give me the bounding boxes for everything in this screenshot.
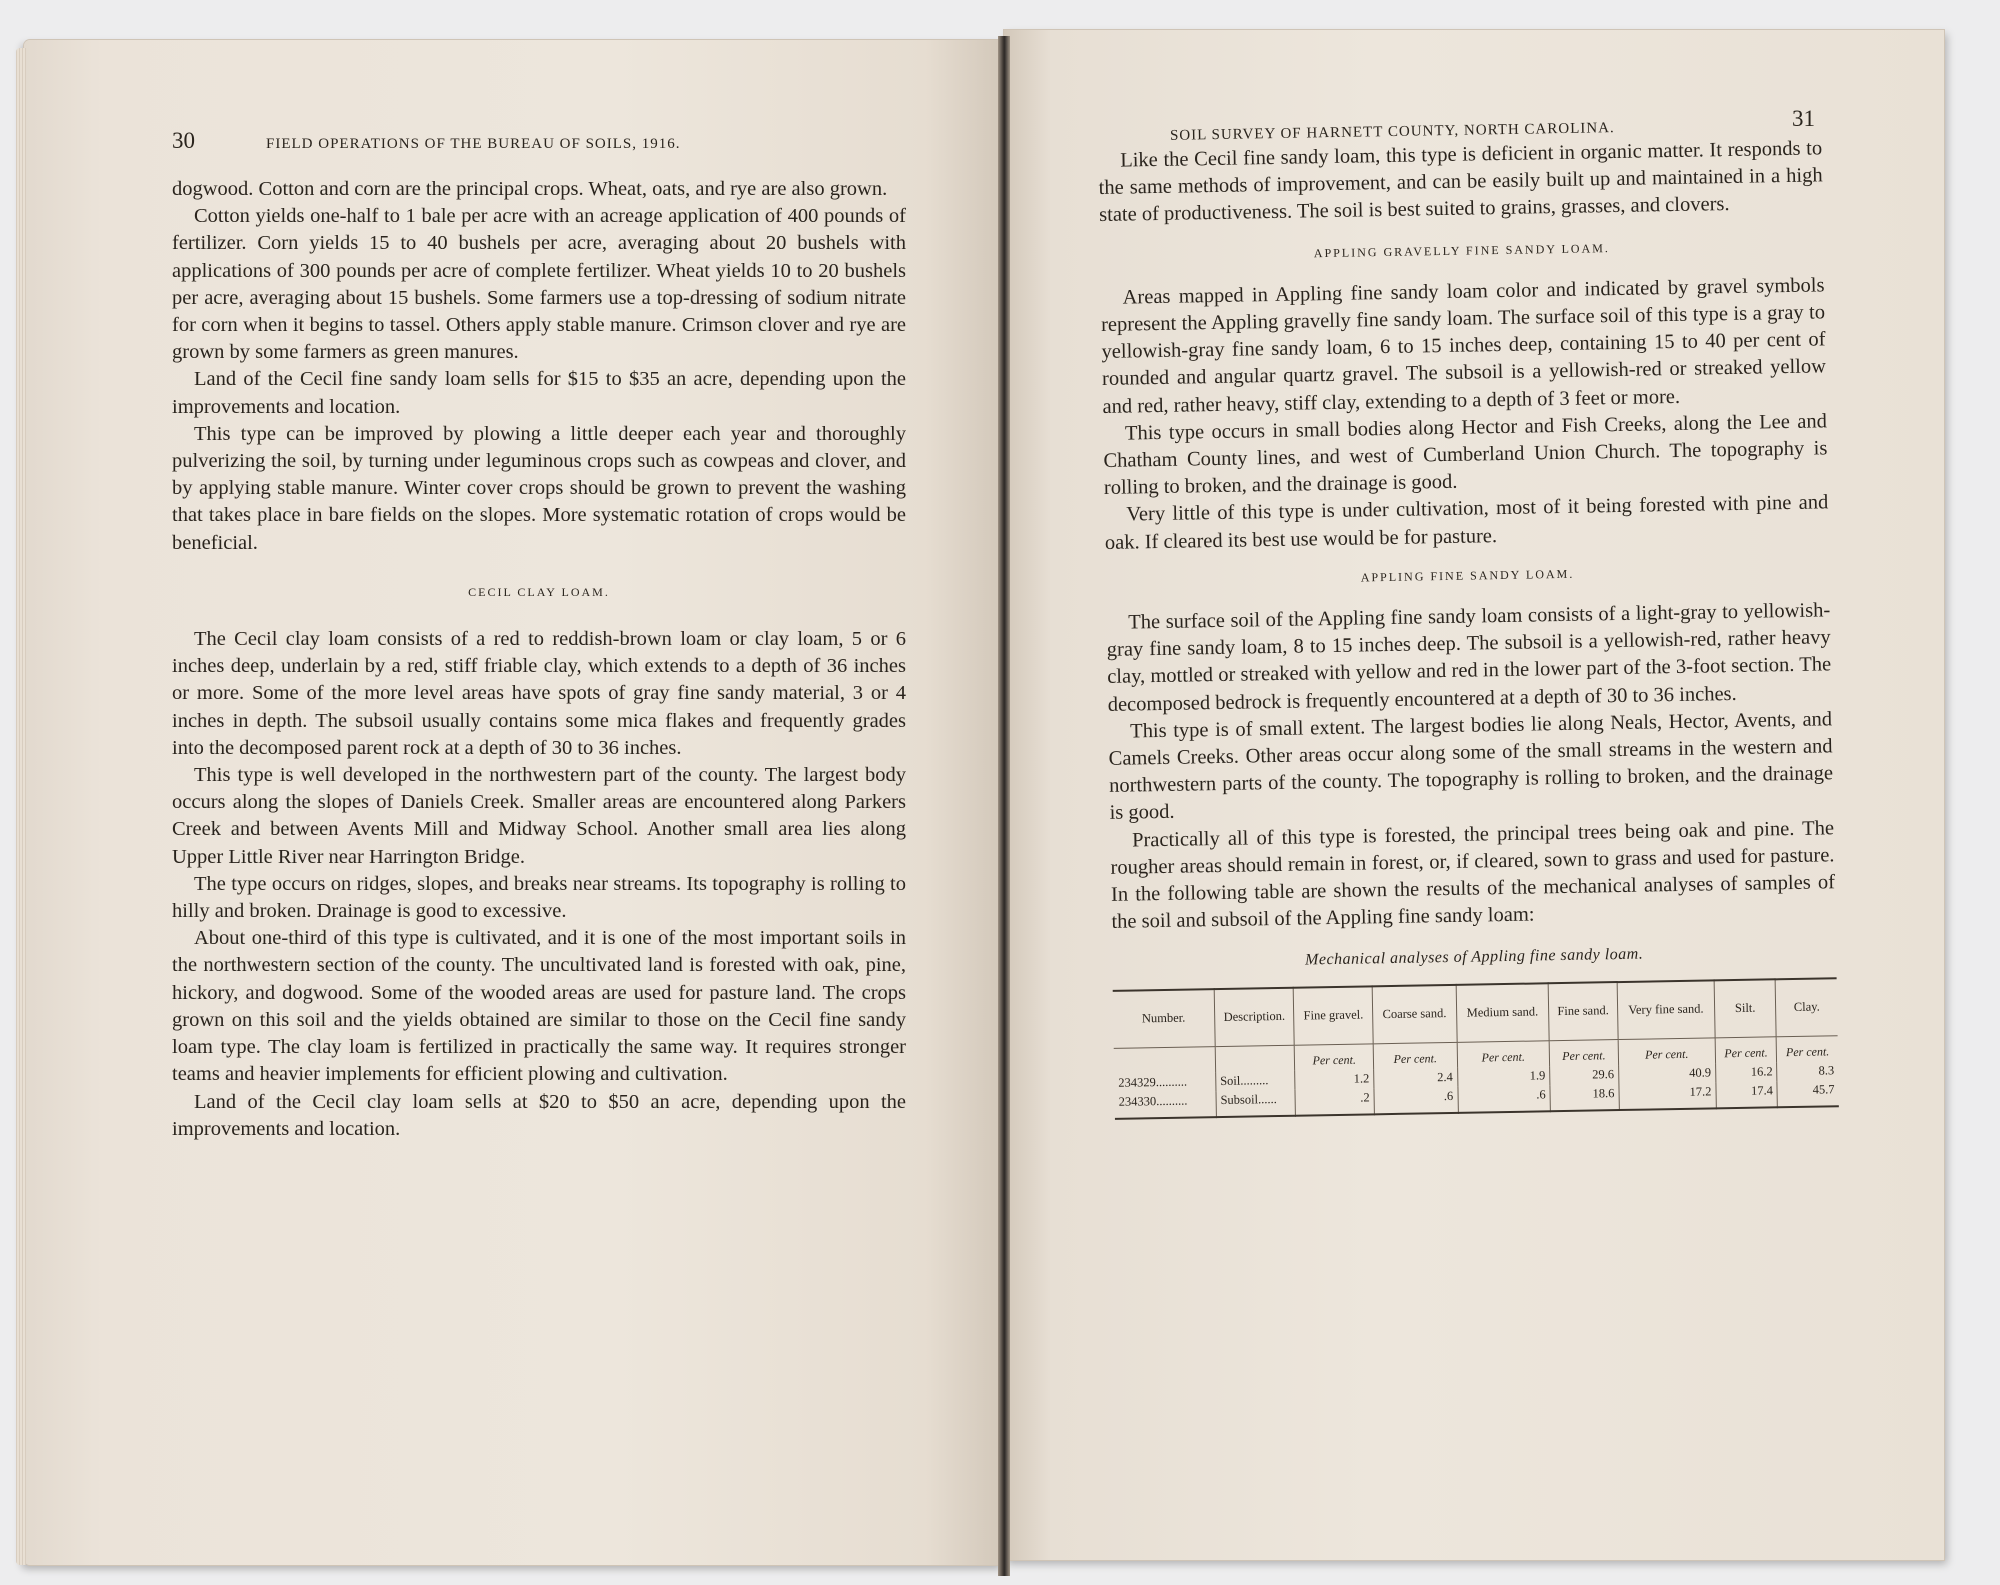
col-header: Fine sand.: [1548, 982, 1618, 1041]
table-cell: .6: [1374, 1087, 1458, 1114]
book-gutter: [998, 36, 1010, 1576]
right-running-head: SOIL SURVEY OF HARNETT COUNTY, NORTH CAROLINA.: [1169, 120, 1615, 144]
right-page-text: [1098, 135, 1839, 1119]
table-cell: 1.9: [1457, 1066, 1550, 1087]
unit-label: Per cent.: [1549, 1039, 1618, 1066]
col-header: Coarse sand.: [1372, 985, 1456, 1044]
paragraph: Areas mapped in Appling fine sandy loam color and indicated by gravel symbols represent the Appling gravelly fine sandy loam. The surface soil of this type is a gray to yellowish-gray fine sandy loam, 6 to 15 inches deep, containing 15 to 40 per cent of rounded and angular quartz gravel. The subsoil is a yellowish-red or streaked yellow and red, rather heavy, stiff clay, extending to a depth of 3 feet or more.: [1100, 274, 1827, 418]
left-page-number: 30: [172, 128, 195, 153]
table-cell: 2.4: [1374, 1068, 1458, 1088]
table-caption: Mechanical analyses of Appling fine sandy loam.: [1304, 946, 1644, 969]
paragraph: Cotton yields one-half to 1 bale per acre with an acreage application of 400 pounds of fertilizer. Corn yields 15 to 40 bushels per acre, averaging about 20 bushels with applications of 300 pounds per acre of complete fertilizer. Wheat yields 10 to 20 bushels per acre, averaging about 15 bushels. Some farmers use a top-dressing of sodium nitrate for corn when it begins to tassel. Others apply stable manure. Crimson clover and rye are grown by some farmers as green manures.: [172, 205, 906, 364]
unit-label: Per cent.: [1785, 1044, 1830, 1059]
table-cell: 40.9: [1618, 1063, 1715, 1084]
table-cell: [1114, 1046, 1216, 1073]
table-cell: 1.2: [1295, 1069, 1374, 1089]
paragraph: This type can be improved by plowing a little deeper each year and thoroughly pulverizing the soil, by turning under leguminous crops such as cowpeas and clover, and by applying stable manure. Winter cover crops should be grown to prevent the washing that takes place in bare fields on the slopes. More systematic rotation of crops would be beneficial.: [172, 422, 906, 554]
table-cell: .2: [1295, 1088, 1374, 1115]
paragraph: Very little of this type is under cultivation, most of it being forested with pine and oak. If cleared its best use would be for pasture.: [1104, 491, 1829, 554]
table-cell: 16.2: [1715, 1062, 1777, 1082]
table-cell: 17.2: [1619, 1082, 1716, 1110]
table-cell: 234330..........: [1114, 1091, 1216, 1119]
table-cell: 8.3: [1818, 1062, 1835, 1078]
col-header: Medium sand.: [1456, 983, 1549, 1042]
table-cell: 18.6: [1550, 1084, 1619, 1111]
right-page-number: 31: [1792, 106, 1815, 131]
table-cell: Soil.........: [1215, 1070, 1295, 1090]
col-header: Description.: [1214, 987, 1295, 1046]
col-header: Number.: [1113, 989, 1215, 1048]
unit-label: Per cent.: [1295, 1044, 1374, 1071]
col-header: Fine gravel.: [1294, 986, 1374, 1045]
left-running-head: FIELD OPERATIONS OF THE BUREAU OF SOILS, 1916.: [266, 136, 681, 152]
table-cell: [1215, 1045, 1295, 1072]
paragraph: Land of the Cecil fine sandy loam sells for $15 to $35 an acre, depending upon the improvements and location.: [172, 368, 906, 418]
col-header: Silt.: [1714, 979, 1777, 1038]
paragraph: Land of the Cecil clay loam sells at $20 to $50 an acre, depending upon the improvements and location.: [172, 1090, 906, 1140]
unit-label: Per cent.: [1618, 1038, 1715, 1065]
mechanical-analyses-table: [1113, 977, 1839, 1120]
paragraph: About one-third of this type is cultivated, and it is one of the most important soils in the northwestern section of the county. The uncultivated land is forested with oak, pine, hickory, and dogwood. Some of the wooded areas are used for pasture land. The crops grown on this soil and the yields obtained are similar to those on the Cecil fine sandy loam type. The clay loam is fertilized in practically the same way. It requires stronger teams and heavier implements for efficient plowing and cultivation.: [172, 927, 906, 1086]
paragraph: This type is of small extent. The largest bodies lie along Neals, Hector, Avents, and Camels Creeks. Other areas occur along some of the small streams in the western and northwestern parts of the county. The topography is rolling to broken, and the drainage is good.: [1108, 708, 1834, 825]
section-heading-appling-fine: APPLING FINE SANDY LOAM.: [1360, 566, 1575, 585]
paragraph: Practically all of this type is forested, the principal trees being oak and pine. The rougher areas should remain in forest, or, if cleared, sown to grass and used for pasture. In the following table are shown the results of the mechanical analyses of samples of the soil and subsoil of the Appling fine sandy loam:: [1110, 816, 1836, 934]
paragraph: The surface soil of the Appling fine sandy loam consists of a light-gray to yellowish-gray fine sandy loam, 8 to 15 inches deep. The subsoil is a yellowish-red, rather heavy clay, mottled or streaked with yellow and red in the lower part of the 3-foot section. The decomposed bedrock is frequently encountered at a depth of 30 to 36 inches.: [1106, 599, 1832, 716]
unit-label: Per cent.: [1457, 1040, 1550, 1067]
table-cell: Subsoil......: [1216, 1089, 1296, 1116]
paragraph: This type is well developed in the northwestern part of the county. The largest body occurs along the slopes of Daniels Creek. Smaller areas are encountered along Parkers Creek and between Avents Mill and Midway School. Another small area lies along Upper Little River near Harrington Bridge.: [172, 764, 906, 868]
table-cell: .6: [1457, 1085, 1550, 1113]
unit-label: Per cent.: [1715, 1036, 1777, 1063]
section-heading-cecil-clay-loam: CECIL CLAY LOAM.: [468, 584, 610, 599]
paragraph: dogwood. Cotton and corn are the principal crops. Wheat, oats, and rye are also grown.: [172, 178, 888, 200]
table-cell: 234329..........: [1114, 1072, 1216, 1093]
table-cell: 45.7: [1812, 1081, 1835, 1097]
unit-label: Per cent.: [1373, 1042, 1457, 1069]
paragraph: The type occurs on ridges, slopes, and breaks near streams. Its topography is rolling to hilly and broken. Drainage is good to excessive.: [172, 872, 906, 923]
table-cell: 17.4: [1716, 1081, 1778, 1108]
col-header: Very fine sand.: [1617, 980, 1715, 1039]
section-heading-appling-gravelly: APPLING GRAVELLY FINE SANDY LOAM.: [1313, 240, 1610, 260]
left-page-text: [172, 176, 906, 1143]
table-cell: 29.6: [1550, 1065, 1619, 1085]
col-header: Clay.: [1776, 978, 1838, 1037]
paragraph: The Cecil clay loam consists of a red to reddish-brown loam or clay loam, 5 or 6 inches deep, underlain by a red, stiff friable clay, which extends to a depth of 36 inches or more. Some of the more level areas have spots of gray fine sandy material, 3 or 4 inches in depth. The subsoil usually contains some mica flakes and frequently grades into the decomposed parent rock at a depth of 30 to 36 inches.: [172, 628, 906, 759]
paragraph: Like the Cecil fine sandy loam, this type is deficient in organic matter. It responds to the same methods of improvement, and can be easily built up and maintained in a high state of productiveness. The soil is best suited to grains, grasses, and clovers.: [1098, 137, 1823, 227]
paragraph: This type occurs in small bodies along Hector and Fish Creeks, along the Lee and Chatham County lines, and west of Cumberland Union Church. The topography is rolling to broken, and the drainage is good.: [1103, 410, 1828, 500]
